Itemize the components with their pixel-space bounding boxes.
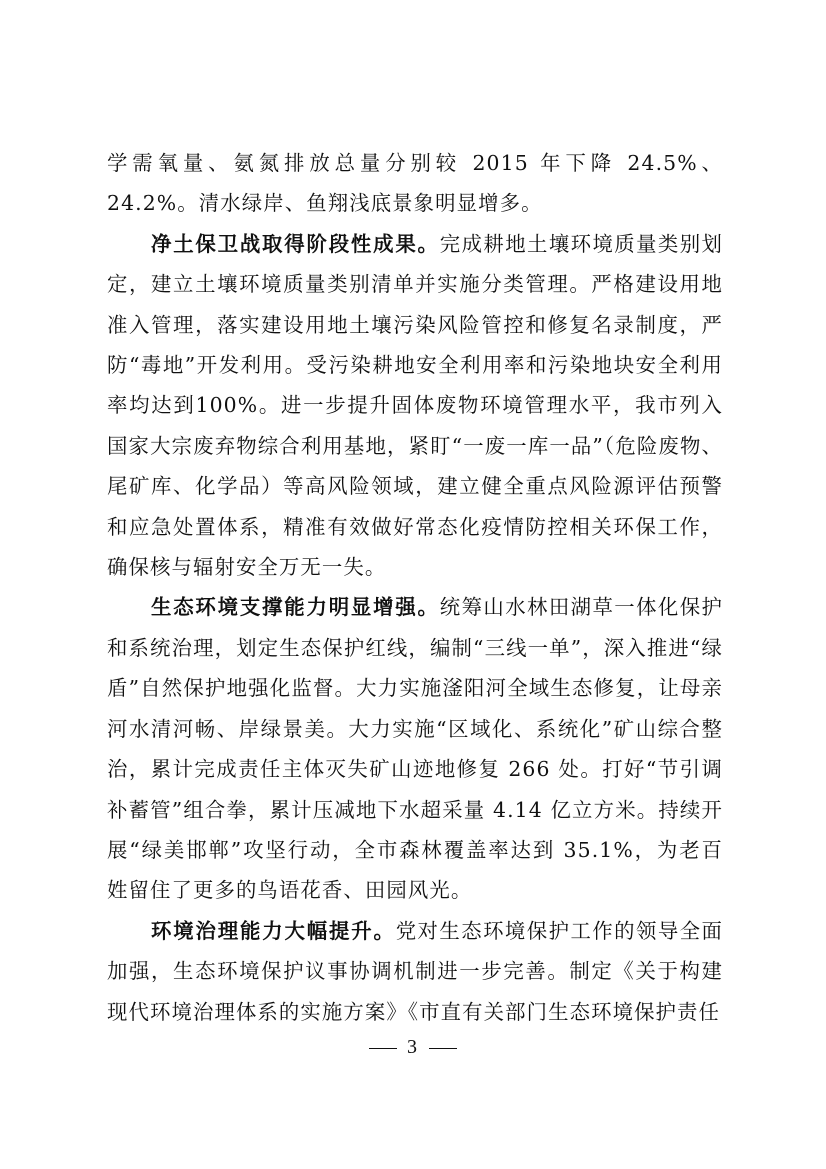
paragraph-ecological-support: [107, 587, 723, 910]
paragraph-heading: 净土保卫战取得阶段性成果。: [151, 231, 440, 256]
paragraph-continued: [107, 143, 723, 224]
paragraph-heading: 环境治理能力大幅提升。: [151, 918, 396, 943]
paragraph-governance: [107, 911, 723, 1032]
page-number-footer: [0, 1036, 826, 1059]
paragraph-text: 统筹山水林田湖草一体化保护和系统治理，划定生态保护红线，编制“三线一单”，深入推进“绿盾”自然保护地强化监督。大力实施滏阳河全域生态修复，让母亲河水清河畅、岸绿景美。大力实施“区域化、系统化”矿山综合整治，累计完成责任主体灭失矿山迹地修复 266 处。打好“节引调补蓄管”组合拳，累计压减地下水超采量 4.14 亿立方米。持续开展“绿美邯郸”攻坚行动，全市森林覆盖率达到 35.1%，为老百姓留住了更多的鸟语花香、田园风光。: [107, 595, 723, 903]
paragraph-text: 完成耕地土壤环境质量类别划定，建立土壤环境质量类别清单并实施分类管理。严格建设用地准入管理，落实建设用地土壤污染风险管控和修复名录制度，严防“毒地”开发利用。受污染耕地安全利用率和污染地块安全利用率均达到100%。进一步提升固体废物环境管理水平，我市列入国家大宗废弃物综合利用基地，紧盯“一废一库一品”（危险废物、尾矿库、化学品）等高风险领域，建立健全重点风险源评估预警和应急处置体系，精准有效做好常态化疫情防控相关环保工作，确保核与辐射安全万无一失。: [107, 231, 723, 580]
page-number: 3: [407, 1036, 419, 1058]
body-text: [107, 143, 723, 1032]
left-dash: [369, 1048, 397, 1049]
paragraph-soil-protection: [107, 224, 723, 588]
paragraph-text: 党对生态环境保护工作的领导全面加强，生态环境保护议事协调机制进一步完善。制定《关于构建现代环境治理体系的实施方案》《市直有关部门生态环境保护责任: [107, 918, 723, 1024]
paragraph-text: 学需氧量、氨氮排放总量分别较 2015 年下降 24.5%、24.2%。清水绿岸、鱼翔浅底景象明显增多。: [107, 151, 723, 216]
right-dash: [429, 1048, 457, 1049]
paragraph-heading: 生态环境支撑能力明显增强。: [151, 595, 440, 620]
